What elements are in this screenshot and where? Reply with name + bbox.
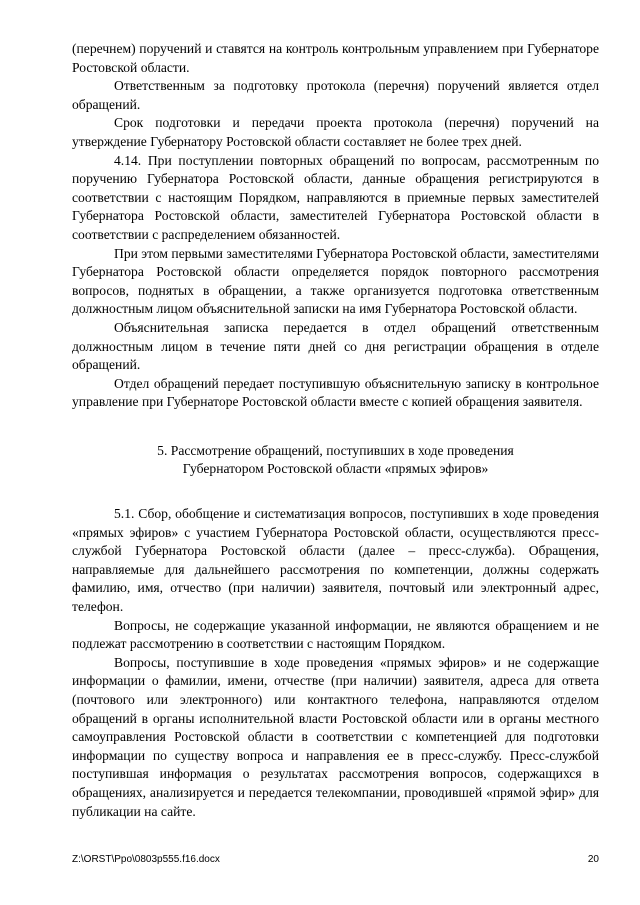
page-number: 20 xyxy=(587,854,599,865)
section-heading-line: 5. Рассмотрение обращений, поступивших в ходе проведения xyxy=(157,442,514,458)
paragraph: (перечнем) поручений и ставятся на контроль контрольным управлением при Губернаторе Ростовской области. xyxy=(72,41,599,75)
paragraph: Вопросы, поступившие в ходе проведения «прямых эфиров» и не содержащие информации о фамилии, имени, отчестве (при наличии) заявителя, адреса для ответа (почтового или электронного) или контактного телефона, направляются отделом обращений в органы исполнительной власти Ростовской области или в органы местного самоуправления Ростовской области в соответствии с компетенцией для подготовки информации по существу вопроса и направления ее в пресс-службу. Пресс-службой поступившая информация о результатах рассмотрения вопросов, содержащихся в обращениях, анализируется и передается телекомпании, проводившей «прямой эфир» для публикации на сайте. xyxy=(72,654,599,819)
paragraph: Объяснительная записка передается в отдел обращений ответственным должностным лицом в течение пяти дней со дня регистрации обращения в отделе обращений. xyxy=(72,319,599,373)
paragraph: 5.1. Сбор, обобщение и систематизация вопросов, поступивших в ходе проведения «прямых эфиров» с участием Губернатора Ростовской области, осуществляются пресс-службой Губернатора Ростовской области (далее – пресс-служба). Обращения, направляемые для дальнейшего рассмотрения по компетенции, должны содержать фамилию, имя, отчество (при наличии) заявителя, почтовый или электронный адрес, телефон. xyxy=(72,506,599,615)
paragraph: При этом первыми заместителями Губернатора Ростовской области, заместителями Губернатора Ростовской области определяется порядок повторного рассмотрения вопросов, поднятых в обращении, а также организуется подготовка ответственным должностным лицом объяснительной записки на имя Губернатора Ростовской области. xyxy=(72,245,599,317)
paragraph: Отдел обращений передает поступившую объяснительную записку в контрольное управление при Губернаторе Ростовской области вместе с копией обращения заявителя. xyxy=(72,375,599,410)
file-path: Z:\ORST\Ppo\0803p555.f16.docx xyxy=(72,854,220,865)
paragraph: Ответственным за подготовку протокола (перечня) поручений является отдел обращений. xyxy=(72,78,599,112)
paragraph: 4.14. При поступлении повторных обращений по вопросам, рассмотренным по поручению Губернатора Ростовской области, данные обращения регистрируются в соответствии с настоящим Порядком, направляются в приемные первых заместителей Губернатора Ростовской области, заместителей Губернатора Ростовской области в соответствии с распределением обязанностей. xyxy=(72,152,599,242)
section-heading xyxy=(72,442,599,479)
paragraph: Срок подготовки и передачи проекта протокола (перечня) поручений на утверждение Губернатору Ростовской области составляет не более трех дней. xyxy=(72,115,599,149)
document-body xyxy=(72,40,599,821)
section-heading-line: Губернатором Ростовской области «прямых эфиров» xyxy=(182,461,489,477)
paragraph: Вопросы, не содержащие указанной информации, не являются обращением и не подлежат рассмотрению в соответствии с настоящим Порядком. xyxy=(72,617,599,652)
